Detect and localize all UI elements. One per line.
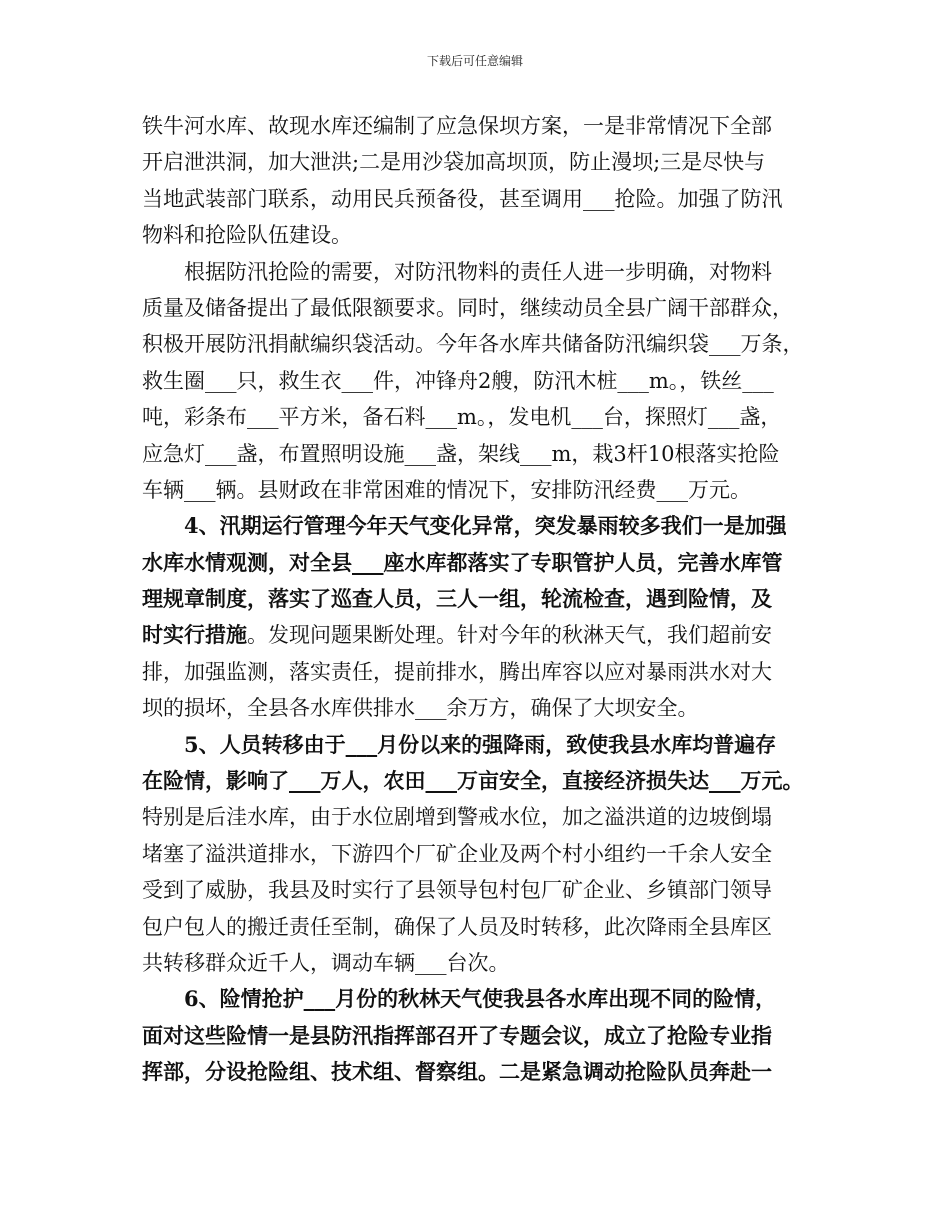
text-line <box>142 363 816 399</box>
text-line <box>142 617 816 653</box>
line-text: 应急灯___盏，布置照明设施___盏，架线___m，栽3杆10根落实抢险 <box>142 441 780 466</box>
text-line <box>142 108 816 144</box>
document-body <box>142 108 816 1091</box>
text-line <box>142 727 816 763</box>
line-text: 包户包人的搬迁责任至制，确保了人员及时转移，此次降雨全县库区 <box>142 914 772 939</box>
text-line <box>142 436 816 472</box>
bold-text: 理规章制度，落实了巡查人员，三人一组，轮流检查，遇到险情，及 <box>142 586 772 612</box>
bold-text: 5、人员转移由于___月份以来的强降雨，致使我县水库均普遍存 <box>142 731 777 757</box>
bold-text: 6、险情抢护___月份的秋林天气使我县各水库出现不同的险情， <box>142 986 777 1012</box>
text-line <box>142 254 816 290</box>
text-line <box>142 836 816 872</box>
text-line <box>142 1054 816 1090</box>
line-text: 受到了威胁，我县及时实行了县领导包村包厂矿企业、乡镇部门领导 <box>142 878 772 903</box>
bold-text: 水库水情观测，对全县___座水库都落实了专职管护人员，完善水库管 <box>142 549 783 575</box>
line-text: 开启泄洪洞，加大泄洪;二是用沙袋加高坝顶，防止漫坝;三是尽快与 <box>142 150 766 175</box>
text-line <box>142 763 816 799</box>
line-text: 车辆___辆。县财政在非常困难的情况下，安排防汛经费___万元。 <box>142 477 751 502</box>
line-text: 坝的损坏，全县各水库供排水___余万方，确保了大坝安全。 <box>142 696 699 721</box>
text-line <box>142 290 816 326</box>
text-line <box>142 399 816 435</box>
text-line <box>142 909 816 945</box>
line-text: 排，加强监测，落实责任，提前排水，腾出库容以应对暴雨洪水对大 <box>142 659 772 684</box>
text-line <box>142 690 816 726</box>
text-line <box>142 981 816 1017</box>
line-text: 铁牛河水库、故现水库还编制了应急保坝方案，一是非常情况下全部 <box>142 114 772 138</box>
line-text: 当地武装部门联系，动用民兵预备役，甚至调用___抢险。加强了防汛 <box>142 186 783 211</box>
line-text: 共转移群众近千人，调动车辆___台次。 <box>142 950 510 975</box>
bold-text: 在险情，影响了___万人，农田___万亩安全，直接经济损失达___万元。 <box>142 768 804 794</box>
line-text: 堵塞了溢洪道排水，下游四个厂矿企业及两个村小组约一千余人安全 <box>142 841 772 866</box>
line-text: 物料和抢险队伍建设。 <box>142 223 352 248</box>
line-text: 吨，彩条布___平方米，备石料___m。，发电机___台，探照灯___盏， <box>142 405 782 430</box>
page-header: 下载后可任意编辑 <box>426 54 523 68</box>
bold-text: 面对这些险情一是县防汛指挥部召开了专题会议，成立了抢险专业指 <box>142 1022 772 1048</box>
line-text: 积极开展防汛捐献编织袋活动。今年各水库共储备防汛编织袋___万条， <box>142 332 804 357</box>
text-line <box>142 1018 816 1054</box>
line-text: 质量及储备提出了最低限额要求。同时，继续动员全县广阔干部群众， <box>142 295 793 320</box>
bold-text: 时实行措施 <box>142 622 247 648</box>
bold-text: 4、汛期运行管理今年天气变化异常，突发暴雨较多我们一是加强 <box>142 513 787 539</box>
line-text: 。发现问题果断处理。针对今年的秋淋天气，我们超前安 <box>247 623 772 648</box>
text-line <box>142 945 816 981</box>
text-line <box>142 326 816 362</box>
text-line <box>142 581 816 617</box>
text-line <box>142 217 816 253</box>
bold-text: 挥部，分设抢险组、技术组、督察组。二是紧急调动抢险队员奔赴一 <box>142 1059 772 1085</box>
text-line <box>142 872 816 908</box>
text-line <box>142 508 816 544</box>
text-line <box>142 181 816 217</box>
text-line <box>142 545 816 581</box>
line-text: 救生圈___只，救生衣___件，冲锋舟2艘，防汛木桩___m。，铁丝___ <box>142 368 774 393</box>
line-text: 根据防汛抢险的需要，对防汛物料的责任人进一步明确，对物料 <box>142 259 772 284</box>
text-line <box>142 799 816 835</box>
text-line <box>142 144 816 180</box>
text-line <box>142 472 816 508</box>
text-line <box>142 654 816 690</box>
line-text: 特别是后洼水库，由于水位剧增到警戒水位，加之溢洪道的边坡倒塌 <box>142 805 772 830</box>
